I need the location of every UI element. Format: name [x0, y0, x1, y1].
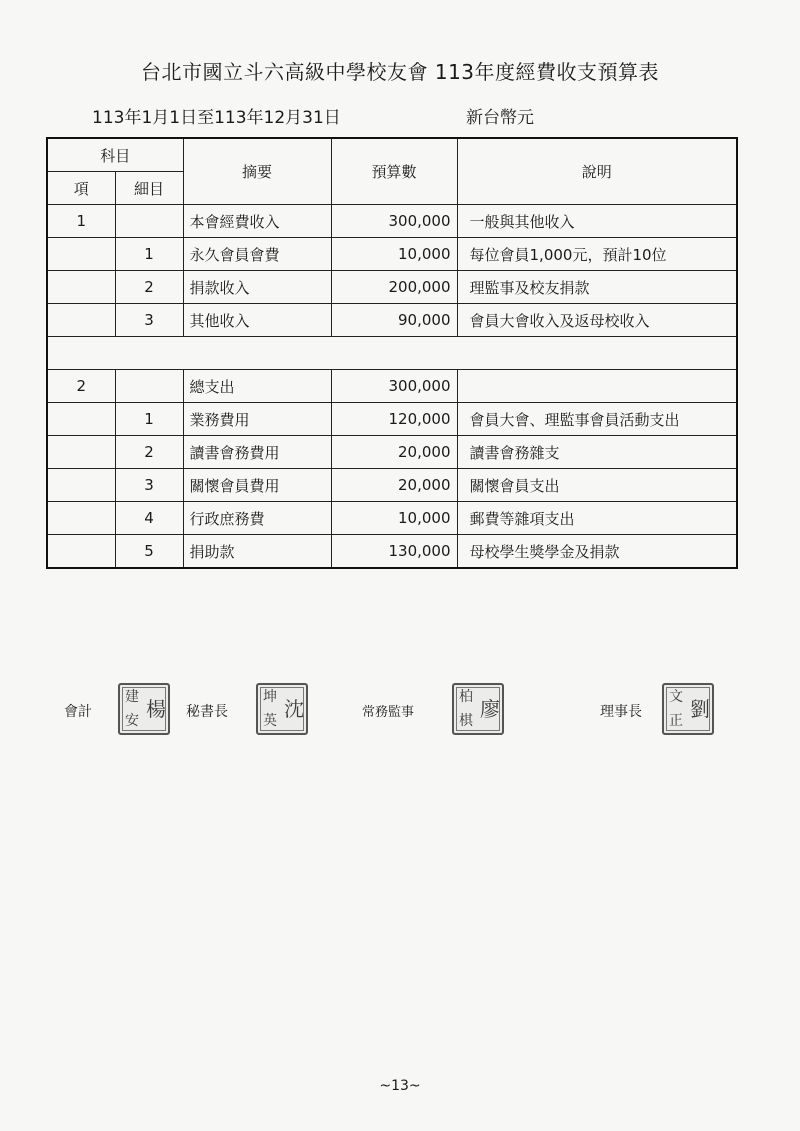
cell-item — [47, 238, 115, 271]
stamp-char: 文 — [669, 689, 683, 705]
stamp-char: 棋 — [459, 713, 473, 729]
signature-label-accountant: 會計 — [64, 704, 92, 720]
cell-description: 關懷會員支出 — [457, 469, 737, 502]
cell-summary: 總支出 — [183, 370, 331, 403]
cell-description: 讀書會務雜支 — [457, 436, 737, 469]
cell-description — [457, 370, 737, 403]
stamp-accountant — [118, 683, 170, 735]
cell-description: 會員大會收入及返母校收入 — [457, 304, 737, 337]
budget-period: 113年1月1日至113年12月31日 — [92, 108, 341, 128]
cell-amount: 120,000 — [331, 403, 457, 436]
header-subitem: 細目 — [115, 172, 183, 205]
cell-amount: 10,000 — [331, 238, 457, 271]
cell-subitem: 2 — [115, 436, 183, 469]
cell-item — [47, 436, 115, 469]
cell-item — [47, 271, 115, 304]
cell-description: 會員大會、理監事會員活動支出 — [457, 403, 737, 436]
stamp-secretary-general — [256, 683, 308, 735]
table-row — [47, 304, 737, 337]
header-subject: 科目 — [47, 138, 183, 172]
cell-summary: 永久會員會費 — [183, 238, 331, 271]
cell-summary: 行政庶務費 — [183, 502, 331, 535]
stamp-standing-supervisor — [452, 683, 504, 735]
table-row — [47, 205, 737, 238]
cell-item: 2 — [47, 370, 115, 403]
cell-item — [47, 403, 115, 436]
table-row — [47, 535, 737, 569]
stamp-char: 安 — [125, 713, 139, 729]
cell-subitem — [115, 370, 183, 403]
cell-amount: 10,000 — [331, 502, 457, 535]
cell-summary: 本會經費收入 — [183, 205, 331, 238]
cell-amount: 300,000 — [331, 370, 457, 403]
cell-subitem: 3 — [115, 304, 183, 337]
header-item: 項 — [47, 172, 115, 205]
cell-description: 母校學生獎學金及捐款 — [457, 535, 737, 569]
header-budget: 預算數 — [331, 138, 457, 205]
cell-description: 一般與其他收入 — [457, 205, 737, 238]
table-row — [47, 238, 737, 271]
signature-label-standing-supervisor: 常務監事 — [362, 705, 415, 720]
stamp-char: 英 — [263, 713, 277, 729]
page-number: ~13~ — [379, 1078, 421, 1094]
cell-description: 每位會員1,000元，預計10位 — [457, 238, 737, 271]
cell-subitem: 2 — [115, 271, 183, 304]
cell-summary: 讀書會務費用 — [183, 436, 331, 469]
cell-item — [47, 304, 115, 337]
currency-unit: 新台幣元 — [466, 108, 534, 128]
separator-cell — [47, 337, 737, 370]
cell-description: 理監事及校友捐款 — [457, 271, 737, 304]
table-row — [47, 502, 737, 535]
cell-item: 1 — [47, 205, 115, 238]
stamp-char: 廖 — [480, 697, 500, 721]
cell-subitem: 4 — [115, 502, 183, 535]
cell-amount: 300,000 — [331, 205, 457, 238]
table-row — [47, 436, 737, 469]
cell-summary: 關懷會員費用 — [183, 469, 331, 502]
table-row — [47, 271, 737, 304]
cell-amount: 90,000 — [331, 304, 457, 337]
cell-summary: 捐款收入 — [183, 271, 331, 304]
stamp-char: 建 — [125, 689, 139, 705]
document-title: 台北市國立斗六高級中學校友會 113年度經費收支預算表 — [140, 60, 660, 84]
stamp-char: 楊 — [146, 697, 166, 721]
header-summary: 摘要 — [183, 138, 331, 205]
cell-description: 郵費等雜項支出 — [457, 502, 737, 535]
cell-summary: 業務費用 — [183, 403, 331, 436]
cell-amount: 20,000 — [331, 469, 457, 502]
stamp-char: 劉 — [690, 697, 710, 721]
cell-subitem: 1 — [115, 238, 183, 271]
cell-subitem: 1 — [115, 403, 183, 436]
cell-item — [47, 469, 115, 502]
table-row — [47, 370, 737, 403]
cell-subitem: 3 — [115, 469, 183, 502]
stamp-char: 正 — [669, 713, 683, 729]
cell-subitem — [115, 205, 183, 238]
signature-row — [0, 683, 800, 743]
stamp-char: 沈 — [284, 697, 304, 721]
separator-row — [47, 337, 737, 370]
signature-label-secretary-general: 秘書長 — [186, 704, 228, 720]
cell-subitem: 5 — [115, 535, 183, 569]
cell-item — [47, 535, 115, 569]
header-description: 說明 — [457, 138, 737, 205]
stamp-char: 坤 — [263, 689, 277, 705]
signature-label-chairman: 理事長 — [600, 704, 642, 720]
cell-item — [47, 502, 115, 535]
table-row — [47, 403, 737, 436]
cell-amount: 200,000 — [331, 271, 457, 304]
cell-amount: 20,000 — [331, 436, 457, 469]
stamp-chairman — [662, 683, 714, 735]
stamp-char: 柏 — [459, 689, 473, 705]
budget-table — [46, 137, 738, 569]
cell-summary: 其他收入 — [183, 304, 331, 337]
cell-amount: 130,000 — [331, 535, 457, 569]
table-row — [47, 469, 737, 502]
cell-summary: 捐助款 — [183, 535, 331, 569]
